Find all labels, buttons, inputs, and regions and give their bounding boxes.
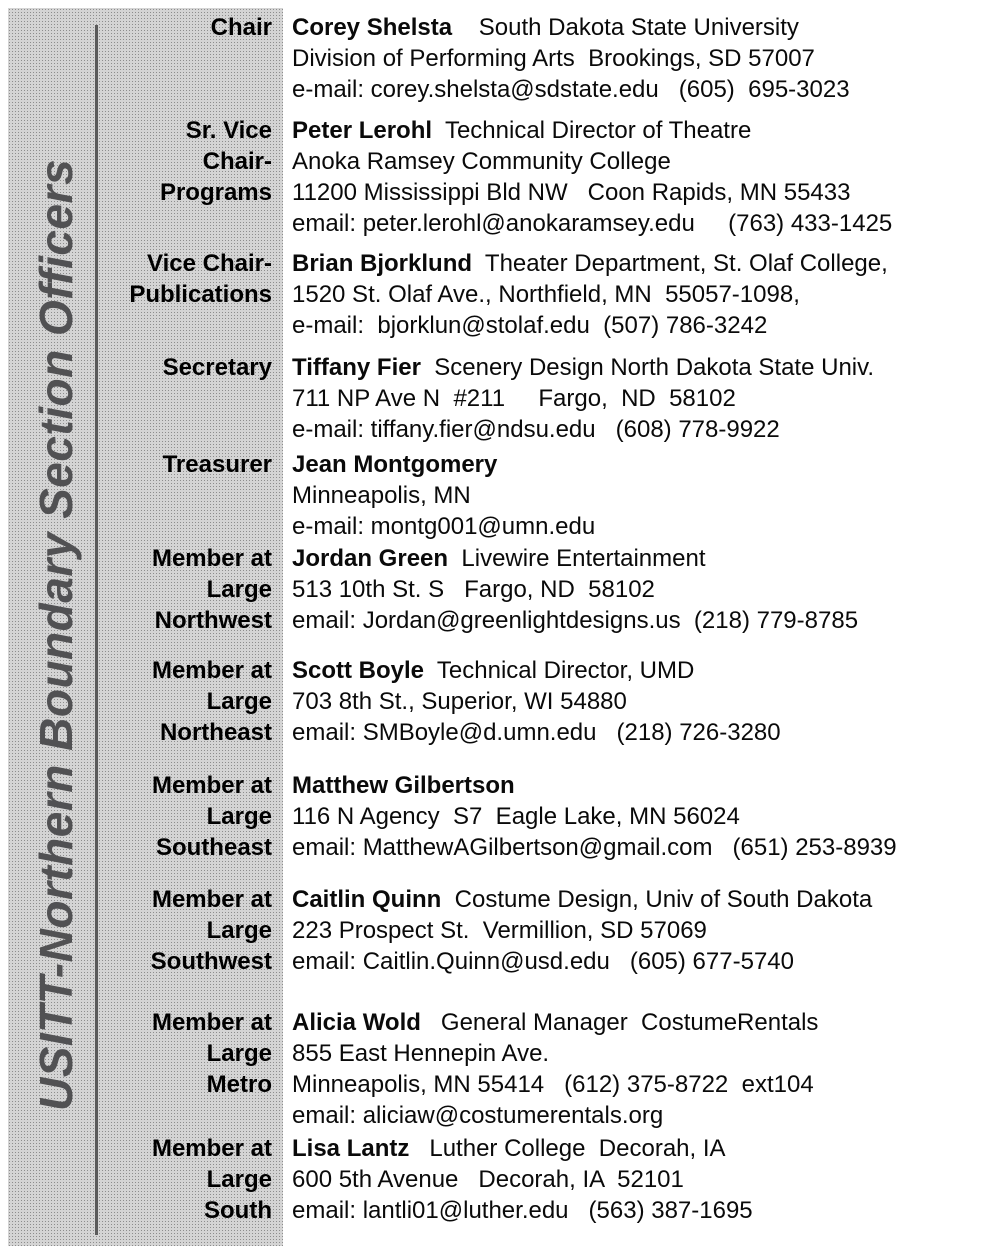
officer-title: General Manager CostumeRentals xyxy=(420,1009,819,1036)
role-line: Southeast xyxy=(155,834,272,861)
officer-address-line: 223 Prospect St. Vermillion, SD 57069 xyxy=(292,917,707,944)
role-label xyxy=(0,1133,272,1226)
sidebar-vertical-title: USITT-Northern Boundary Section Officers xyxy=(30,158,82,1112)
officer-name: Matthew Gilbertson xyxy=(292,772,515,799)
officer-name: Caitlin Quinn xyxy=(292,886,442,913)
officer-entry-member-at-large-northeast xyxy=(0,655,1006,748)
role-line: Secretary xyxy=(162,354,272,381)
role-label xyxy=(0,543,272,636)
officer-entry-member-at-large-south xyxy=(0,1133,1006,1226)
officer-contact-line: email: lantli01@luther.edu (563) 387-1695 xyxy=(292,1197,753,1224)
officer-name: Tiffany Fier xyxy=(292,354,421,381)
officer-info xyxy=(292,1133,1006,1226)
officer-address-line: 855 East Hennepin Ave. xyxy=(292,1040,550,1067)
officer-address-line: Anoka Ramsey Community College xyxy=(292,148,671,175)
role-line: Member at xyxy=(151,1135,272,1162)
officer-info xyxy=(292,248,1006,341)
role-line: Chair xyxy=(210,14,272,41)
role-line: Publications xyxy=(129,281,272,308)
officer-entry-treasurer xyxy=(0,449,1006,542)
officer-address-line: Division of Performing Arts Brookings, SD 57007 xyxy=(292,45,815,72)
officer-contact-line: e-mail: tiffany.fier@ndsu.edu (608) 778-9922 xyxy=(292,416,780,443)
officer-entry-vice-chair-publications xyxy=(0,248,1006,341)
officer-name: Jordan Green xyxy=(292,545,449,572)
officer-entry-secretary xyxy=(0,352,1006,445)
officer-address-line: 116 N Agency S7 Eagle Lake, MN 56024 xyxy=(292,803,740,830)
officer-entry-sr-vice-chair-programs xyxy=(0,115,1006,239)
officer-title: Luther College Decorah, IA xyxy=(409,1135,726,1162)
role-label xyxy=(0,884,272,977)
officer-name: Scott Boyle xyxy=(292,657,425,684)
officer-info xyxy=(292,543,1006,636)
officer-address-line: Minneapolis, MN xyxy=(292,482,471,509)
officer-contact-line: email: peter.lerohl@anokaramsey.edu (763) 433-1425 xyxy=(292,210,893,237)
role-label xyxy=(0,655,272,748)
officer-contact-line: e-mail: bjorklun@stolaf.edu (507) 786-3242 xyxy=(292,312,768,339)
officer-info xyxy=(292,115,1006,239)
officer-contact-line: email: Jordan@greenlightdesigns.us (218) 779-8785 xyxy=(292,607,859,634)
role-line: Large xyxy=(206,688,272,715)
officer-title: Scenery Design North Dakota State Univ. xyxy=(420,354,875,381)
role-line: Member at xyxy=(151,545,272,572)
officer-title: Technical Director, UMD xyxy=(424,657,695,684)
officer-info xyxy=(292,884,1006,977)
role-label xyxy=(0,248,272,310)
officer-info xyxy=(292,352,1006,445)
officer-entry-member-at-large-northwest xyxy=(0,543,1006,636)
officer-title: Livewire Entertainment xyxy=(448,545,706,572)
officer-name: Jean Montgomery xyxy=(292,451,498,478)
role-label xyxy=(0,449,272,480)
role-line: Northwest xyxy=(154,607,272,634)
officer-info xyxy=(292,655,1006,748)
officer-contact-line: email: MatthewAGilbertson@gmail.com (651) 253-8939 xyxy=(292,834,897,861)
role-label xyxy=(0,770,272,863)
officer-name: Lisa Lantz xyxy=(292,1135,410,1162)
role-line: Member at xyxy=(151,772,272,799)
officer-address-line: 703 8th St., Superior, WI 54880 xyxy=(292,688,627,715)
role-line: Member at xyxy=(151,1009,272,1036)
officer-info xyxy=(292,449,1006,542)
officer-address-line: 1520 St. Olaf Ave., Northfield, MN 55057-1098, xyxy=(292,281,800,308)
role-line: Large xyxy=(206,1040,272,1067)
officer-contact-line: e-mail: montg001@umn.edu xyxy=(292,513,596,540)
role-label xyxy=(0,352,272,383)
role-label xyxy=(0,12,272,43)
role-line: Member at xyxy=(151,657,272,684)
role-line: Member at xyxy=(151,886,272,913)
officer-entry-member-at-large-southeast xyxy=(0,770,1006,863)
officer-address-line: 11200 Mississippi Bld NW Coon Rapids, MN 55433 xyxy=(292,179,851,206)
role-line: Metro xyxy=(206,1071,272,1098)
officer-list xyxy=(0,12,1006,1226)
role-line: Sr. Vice xyxy=(185,117,272,144)
officer-title: Costume Design, Univ of South Dakota xyxy=(441,886,873,913)
role-line: Southwest xyxy=(150,948,272,975)
officer-title: Technical Director of Theatre xyxy=(432,117,752,144)
role-line: Large xyxy=(206,1166,272,1193)
role-line: Large xyxy=(206,576,272,603)
role-line: Programs xyxy=(159,179,272,206)
role-line: Chair- xyxy=(202,148,272,175)
officer-address-line: 600 5th Avenue Decorah, IA 52101 xyxy=(292,1166,684,1193)
officer-title: Theater Department, St. Olaf College, xyxy=(472,250,888,277)
officer-info xyxy=(292,770,1006,863)
officer-title: South Dakota State University xyxy=(452,14,799,41)
officer-contact-line: e-mail: corey.shelsta@sdstate.edu (605) 695-3023 xyxy=(292,76,850,103)
role-line: Vice Chair- xyxy=(147,250,272,277)
officer-address-line: 711 NP Ave N #211 Fargo, ND 58102 xyxy=(292,385,736,412)
officer-name: Alicia Wold xyxy=(292,1009,421,1036)
officer-name: Corey Shelsta xyxy=(292,14,453,41)
role-line: South xyxy=(204,1197,272,1224)
role-label xyxy=(0,1007,272,1100)
officer-entry-member-at-large-metro xyxy=(0,1007,1006,1131)
officer-name: Brian Bjorklund xyxy=(292,250,473,277)
officer-contact-line: email: aliciaw@costumerentals.org xyxy=(292,1102,664,1129)
officer-info xyxy=(292,12,1006,105)
officer-contact-line: email: SMBoyle@d.umn.edu (218) 726-3280 xyxy=(292,719,781,746)
role-line: Large xyxy=(206,917,272,944)
role-line: Large xyxy=(206,803,272,830)
role-label xyxy=(0,115,272,208)
officer-contact-line: email: Caitlin.Quinn@usd.edu (605) 677-5740 xyxy=(292,948,794,975)
role-line: Treasurer xyxy=(162,451,272,478)
officer-address-line: 513 10th St. S Fargo, ND 58102 xyxy=(292,576,655,603)
officer-info xyxy=(292,1007,1006,1131)
role-line: Northeast xyxy=(159,719,272,746)
officer-address-line: Minneapolis, MN 55414 (612) 375-8722 ext104 xyxy=(292,1071,814,1098)
officer-name: Peter Lerohl xyxy=(292,117,433,144)
officer-entry-member-at-large-southwest xyxy=(0,884,1006,977)
officer-entry-chair xyxy=(0,12,1006,105)
